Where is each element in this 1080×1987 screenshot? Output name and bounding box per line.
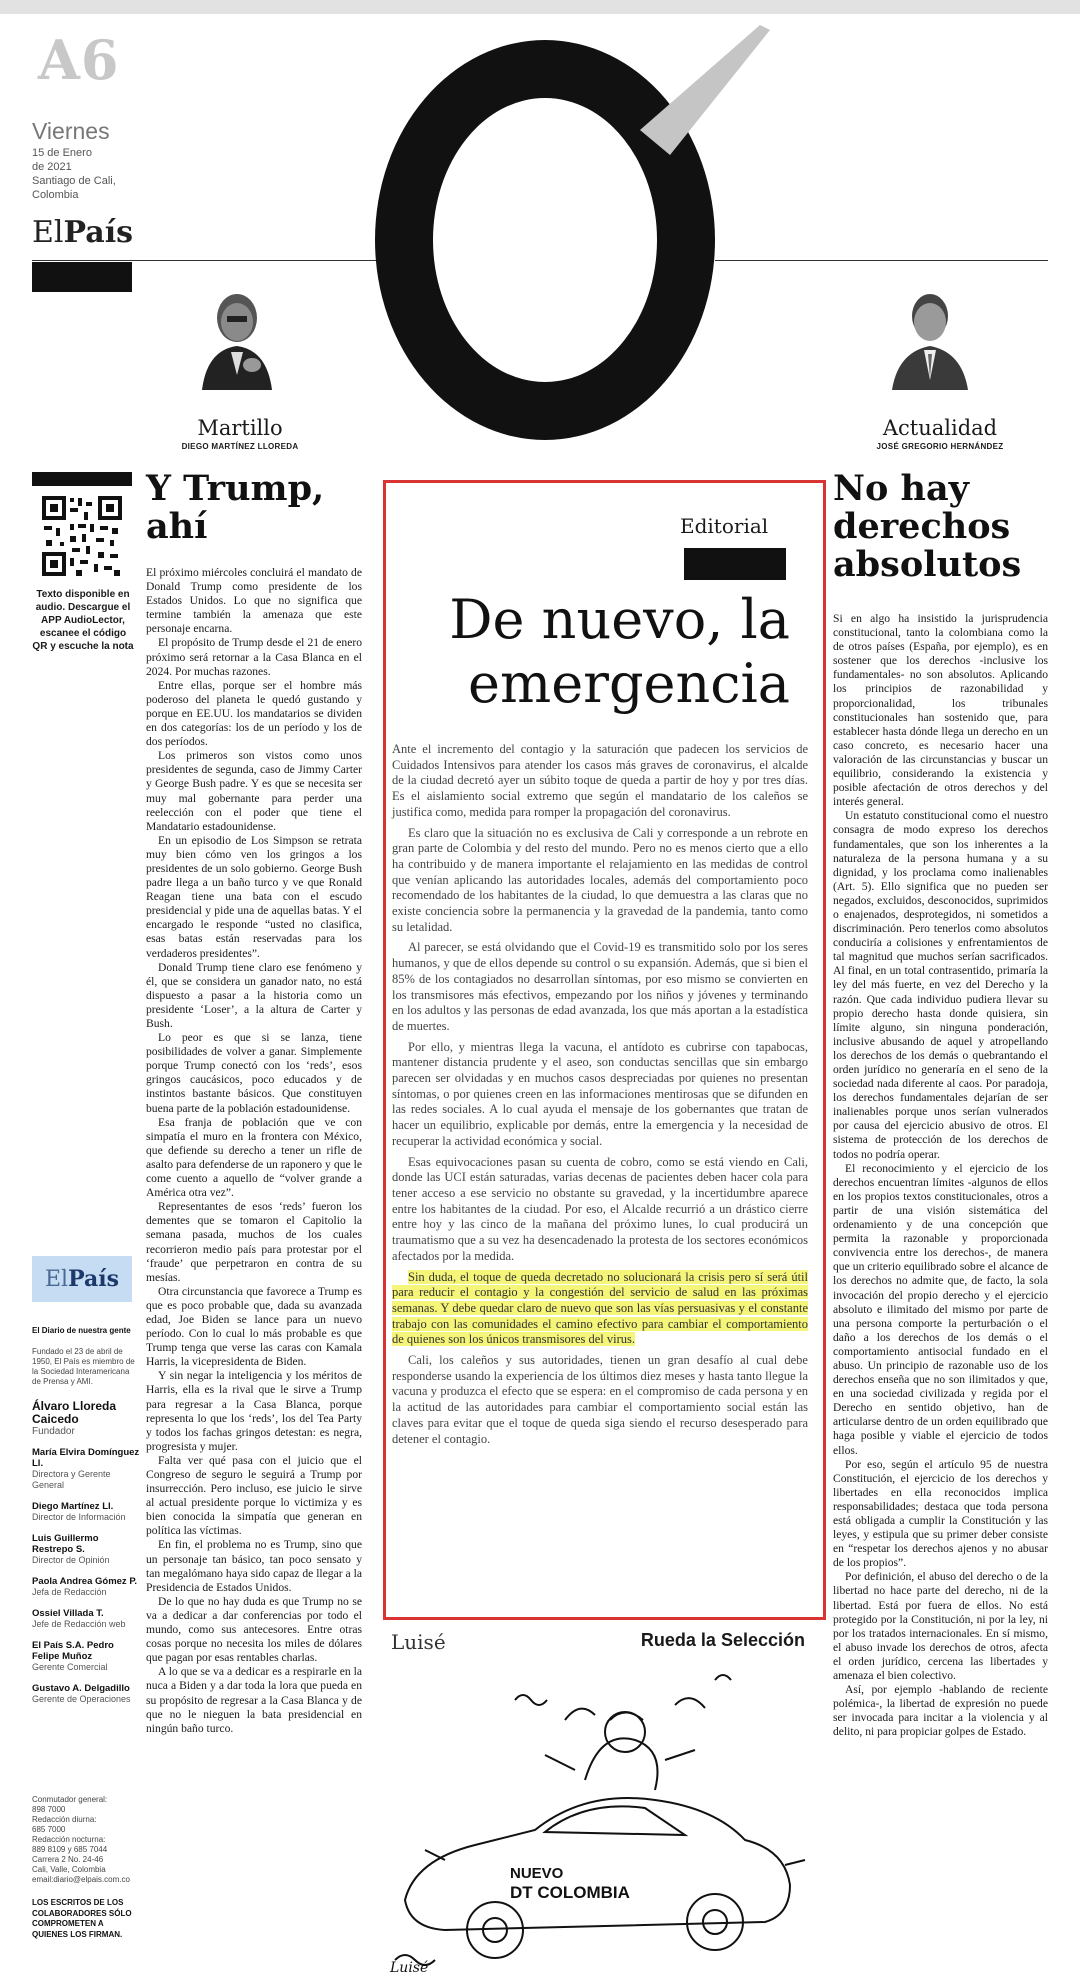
newspaper-logo xyxy=(32,215,133,250)
left-paragraph: El propósito de Trump desde el 21 de enero próximo será retornar a la Casa Blanca en el 2024. Por muchas razones. xyxy=(146,636,362,678)
cartoon-illustration xyxy=(385,1660,815,1975)
contact-line: Conmutador general: xyxy=(32,1795,108,1804)
date-day: Viernes xyxy=(32,118,110,144)
staff-role: Jefa de Redacción xyxy=(32,1587,107,1597)
column-name-left: Martillo xyxy=(197,416,283,440)
contact-line: Cali, Valle, Colombia xyxy=(32,1865,106,1874)
masthead-logo-left: El xyxy=(44,1266,69,1292)
right-paragraph: Si en algo ha insistido la jurisprudencia constitucional, tanto la colombiana como la de otros países (España, por ejemplo), es en sostener que los derechos -inclusive los fundamentales- no son absolutos. Aplicando los principios de razonabilidad y proporcionalidad, los tribunales constitucionales han sostenido que, para establecer hasta dónde llega un derecho en un caso concreto, es necesario hacer una valoración de las circunstancias y buscar un equilibrio, considerando la existencia y posible afectación de otros derechos y del interés general. xyxy=(833,612,1048,809)
right-paragraph: Por eso, según el artículo 95 de nuestra Constitución, el ejercicio de los derechos y libertades en ella reconocidos implica responsabilidades; destaca que toda persona está obligada a cumplir la Constitución y las leyes, y estipula que su primer deber consiste en “respetar los derechos ajenos y no abusar de los propios”. xyxy=(833,1457,1048,1570)
contact-line: Redacción diurna: xyxy=(32,1815,97,1824)
editorial-paragraph: Por ello, y mientras llega la vacuna, el antídoto es cubrirse con tapabocas, mantener distancia prudente y el aseo, son conductas sencillas que sin embargo parecen ser olvidadas y en muchos casos despreciadas por quienes no presentan síntomas, o por quienes creen en las informaciones mentirosas que se difunden en las redes sociales. A lo cual ayuda el mensaje de los gobernantes que tratan de hacer un equilibrio, explicable por demás, entre la emergencia y la necesidad de recuperar la actividad económica y social. xyxy=(392,1039,808,1148)
left-paragraph: De lo que no hay duda es que Trump no se va a dedicar a dar conferencias por todo el mundo, como sus antecesores. Entre otras cosas porque no necesita los miles de dólares que pagan por esas rentables charlas. xyxy=(146,1594,362,1665)
left-paragraph: Entre ellas, porque ser el hombre más poderoso del planeta le quedó gustando y porque en EE.UU. los mandatarios se dividen en dos categorías: los de un período y los de dos períodos. xyxy=(146,678,362,749)
masthead-contact xyxy=(32,1795,142,1885)
date-line: de 2021 xyxy=(32,161,72,173)
editorial-body xyxy=(392,742,808,1452)
founder-name: Álvaro Lloreda Caicedo xyxy=(32,1399,117,1426)
staff-name: Ossiel Villada T. xyxy=(32,1608,104,1619)
masthead-logo xyxy=(32,1256,132,1302)
masthead-logo-right: País xyxy=(68,1266,120,1292)
black-bar xyxy=(32,262,132,292)
staff-name: El País S.A. Pedro Felipe Muñoz xyxy=(32,1640,114,1662)
right-article-body xyxy=(833,612,1048,1740)
staff-name: Paola Andrea Gómez P. xyxy=(32,1576,138,1587)
car-label-bottom: DT COLOMBIA xyxy=(510,1883,630,1902)
staff-role: Gerente de Operaciones xyxy=(32,1694,131,1704)
editorial-paragraph: Ante el incremento del contagio y la saturación que padecen los servicios de Cuidados Intensivos para atender los casos más graves de coronavirus, el alcalde de la ciudad decretó ayer un súbito toque de queda a partir de hoy y por tres días. Es el aislamiento social extremo que según el mandatario de los caleños se justifica como, medida para romper la propagación del coronavirus. xyxy=(392,742,808,819)
left-paragraph: Los primeros son vistos como unos presidentes de segunda, caso de Jimmy Carter y George Bush padre. Y es que se necesita ser muy mal gobernante para perder una reelección con el poder que tiene el Mandatario estadounidense. xyxy=(146,749,362,833)
staff-name: María Elvira Domínguez Ll. xyxy=(32,1447,140,1469)
staff-role: Directora y Gerente General xyxy=(32,1469,111,1490)
qr-caption: Texto disponible en audio. Descargue el APP AudioLector, escanee el código QR y escuche la nota xyxy=(32,589,134,652)
editorial-highlight-paragraph xyxy=(392,1270,808,1349)
masthead-founded: Fundado el 23 de abril de 1950, El País es miembro de la Sociedad Interamericana de Prensa y AMI. xyxy=(32,1347,135,1386)
header-rule-right xyxy=(715,260,1048,261)
masthead-staff xyxy=(32,1400,142,1715)
left-paragraph: Representantes de esos ‘reds’ fueron los dementes que se tomaron el Capitolio la semana pasada, muchos de los cuales recorrieron medio país para protestar por el ‘fraude’ que perpetraron en contra de su mesías. xyxy=(146,1200,362,1284)
staff-role: Jefe de Redacción web xyxy=(32,1619,126,1629)
highlighted-text: Sin duda, el toque de queda decretado no solucionará la crisis pero sí será útil para reducir el contagio y la congestión del servicio de salud en las próximas semanas. Y debe quedar claro de nuevo que son las vías persuasivas y el constante trabajo con las comunidades el camino efectivo para cambiar el comportamiento de quienes son los únicos transmisores del virus. xyxy=(392,1269,808,1347)
left-paragraph: Esa franja de población que ve con simpatía el muro en la frontera con México, que defiende su derecho a tener un rifle de asalto para defenderse de un raponero y que le come cuento a aquello de “volver grande a América otra vez”. xyxy=(146,1115,362,1200)
date-line: Colombia xyxy=(32,189,79,201)
contact-line: 898 7000 xyxy=(32,1805,66,1814)
columnist-photo-left xyxy=(197,280,277,390)
date-details xyxy=(32,146,142,202)
column-author-left: DIEGO MARTÍNEZ LLOREDA xyxy=(181,442,299,451)
qr-code-icon[interactable] xyxy=(40,494,124,578)
columnist-photo-right xyxy=(890,280,970,390)
car-label-top: NUEVO xyxy=(510,1865,564,1882)
left-paragraph: Otra circunstancia que favorece a Trump es que es poco probable que, dada su avanzada edad, Joe Biden se lance para un nuevo período. Con lo cual lo más probable es que Trump tenga que verse las caras con Kamala Harris, la vicepresidenta de Biden. xyxy=(146,1284,362,1369)
editorial-title-line: emergencia xyxy=(468,652,790,715)
logo-right: País xyxy=(63,215,133,250)
left-paragraph: En fin, el problema no es Trump, sino que un personaje tan básico, tan poco sensato y tan megalómano haya sido capaz de llegar a la Presidencia de Estados Unidos. xyxy=(146,1538,362,1594)
left-paragraph: Y sin negar la inteligencia y los méritos de Harris, ella es la rival que le sirve a Trump para regresar a la Casa Blanca, porque representa lo que los ‘reds’, los del Tea Party y todos los fachas gringos detestan: es negra, progresista y mujer. xyxy=(146,1369,362,1453)
accent-mark-icon xyxy=(620,20,770,170)
date-line: Santiago de Cali, xyxy=(32,175,116,187)
editorial-title-line: De nuevo, la xyxy=(449,588,790,651)
cartoon-signature: Luisé xyxy=(390,1960,429,1975)
masthead-disclaimer: LOS ESCRITOS DE LOS COLABORADORES SÓLO COMPROMETEN A QUIENES LOS FIRMAN. xyxy=(32,1898,132,1939)
left-title-line: Y Trump, xyxy=(146,468,325,509)
left-article-title xyxy=(146,470,346,546)
left-paragraph: Donald Trump tiene claro ese fenómeno y él, que se considera un ganador nato, no está dispuesto a pasar a la historia como un presidente ‘Loser’, a la altura de Carter y Bush. xyxy=(146,960,362,1030)
staff-role: Gerente Comercial xyxy=(32,1662,108,1672)
cartoon-author: Luisé xyxy=(391,1630,446,1654)
editorial-black-bar xyxy=(684,548,786,580)
editorial-closing-paragraph: Cali, los caleños y sus autoridades, tienen un gran desafío al cual debe responderse usando la experiencia de los últimos diez meses y hasta tanto llegue la vacuna y produzca el efecto que se espera: en el compromiso de cada persona y en la actitud de las autoridades para cambiar el comportamiento social están las claves para evitar que el toque de queda siga siendo el recurso desesperado para detener el contagio. xyxy=(392,1353,808,1446)
right-paragraph: Un estatuto constitucional como el nuestro consagra de modo expreso los derechos fundamentales, que son los inherentes a la naturaleza de la persona humana y a su dignidad, y los proclama como inalienables (Art. 5). Ello significa que no pueden ser negados, excluidos, desconocidos, suprimidos o enajenados, desprotegidos, ni sometidos a discriminación. Pero tenerlos como absolutos conduciría a colisiones y enfrentamientos de tal magnitud que muchos serían sacrificados. Al final, en un total contrasentido, primaría la ley del más fuerte, en vez del Derecho y la razón. Que cada individuo pudiera llevar su propio derecho hasta donde quisiera, sin límite alguno, sin ninguna ponderación, inclusive abusando de aquel y atropellando los derechos de los demás o quebrantando el orden jurídico no generaría en el seno de la sociedad nada diferente al caos. Por paradoja, los derechos fundamentales dejarían de ser inalienables porque unos serían vulnerados por causa del ejercicio abusivo de otros. El sistema de protección de los derechos de todos no podría operar. xyxy=(833,809,1048,1161)
top-bar xyxy=(0,0,1080,14)
staff-name: Luis Guillermo Restrepo S. xyxy=(32,1533,99,1555)
editorial-title xyxy=(398,588,790,716)
left-paragraph: En un episodio de Los Simpson se retrata muy bien cómo ven los gringos a los presidentes de un solo gobierno. George Bush padre llega a un baño turco y ve que Ronald Reagan tiene una bata con el escudo presidencial y pide una de aquellas batas. Y el encargado le responde “usted no clasifica, esas batas están reservadas para los verdaderos presidentes”. xyxy=(146,833,362,960)
masthead-tagline: El Diario de nuestra gente xyxy=(32,1326,131,1335)
left-paragraph: El próximo miércoles concluirá el mandato de Donald Trump como presidente de los Estados Unidos. Lo que no significa que termine también la amenaza que este personaje encarna. xyxy=(146,566,362,636)
left-title-line: ahí xyxy=(146,506,208,547)
contact-line: Carrera 2 No. 24-46 xyxy=(32,1855,104,1864)
right-paragraph: Por definición, el abuso del derecho o de la libertad no hace parte del derecho, ni de la libertad. Está por fuera de ellos. No está protegido por la Constitución, ni por la ley, ni por los tratados internacionales. En sí mismo, el abuso invade los derechos de otros, afecta el orden jurídico, cercena las libertades y amenaza el bien colectivo. xyxy=(833,1570,1048,1683)
staff-role: Director de Opinión xyxy=(32,1555,110,1565)
page-number: A6 xyxy=(38,28,120,92)
column-author-right: JOSÉ GREGORIO HERNÁNDEZ xyxy=(876,442,1004,451)
founder-role: Fundador xyxy=(32,1426,75,1437)
right-title-line: absolutos xyxy=(833,544,1022,585)
editorial-label: Editorial xyxy=(680,514,769,538)
left-article-body xyxy=(146,566,362,1736)
contact-line: 685 7000 xyxy=(32,1825,66,1834)
contact-line: email:diario@elpais.com.co xyxy=(32,1875,130,1884)
editorial-paragraph: Esas equivocaciones pasan su cuenta de cobro, como se está viendo en Cali, donde las UCI están saturadas, varias decenas de pacientes deben hacer cola para tener acceso a ese servicio no obstante su gravedad, y la incertidumbre aparece entre los habitantes de la ciudad. Por eso, el Alcalde recurrió a un drástico cierre entre hoy y las cinco de la mañana del próximo lunes, lo cual producirá un traumatismo que a su vez ha desencadenado la protesta de los sectores económicos afectados por la medida. xyxy=(392,1154,808,1263)
right-paragraph: Así, por ejemplo -hablando de reciente polémica-, la libertad de expresión no puede ser invocada para incitar a la violencia y al delito, ni para propiciar golpes de Estado. xyxy=(833,1683,1048,1739)
editorial-paragraph: Al parecer, se está olvidando que el Covid-19 es transmitido solo por los seres humanos, y que de ellos depende su control o su expansión. Además, que si bien el 85% de los contagiados no desarrollan síntomas, por eso mismo se convierten en los transmisores más efectivos, empezando por los niños y jóvenes y terminando en los adultos y las personas de edad avanzada, los que más aportan a la estadística de muertes. xyxy=(392,940,808,1033)
date-line: 15 de Enero xyxy=(32,147,92,159)
contact-line: 889 8109 y 685 7044 xyxy=(32,1845,108,1854)
staff-name: Gustavo A. Delgadillo xyxy=(32,1683,130,1694)
right-article-title xyxy=(833,470,1048,584)
qr-top-bar xyxy=(32,472,132,486)
contact-line: Redacción nocturna: xyxy=(32,1835,106,1844)
editorial-paragraph: Es claro que la situación no es exclusiva de Cali y corresponde a un rebrote en gran parte de Colombia y del resto del mundo. Pero no es menos cierto que a ello ha contribuido y de manera importante el relajamiento en las medidas de control que venían aplicando las autoridades locales, además del comportamiento poco recomendado de los habitantes de la ciudad, lo que demuestra a las claras que no existe conciencia sobre la permanencia y la gravedad de la pandemia, tanto como su letalidad. xyxy=(392,825,808,934)
staff-role: Director de Información xyxy=(32,1512,126,1522)
right-paragraph: El reconocimiento y el ejercicio de los derechos encuentran límites -algunos de ellos en los propios textos constitucionales, otros a partir de una visión sistemática del ordenamiento y de una concepción que permita la razonable y proporcionada convivencia entre los derechos-, de manera que un criterio equilibrado sobre el alcance de los derechos no admite que, de facto, la sola invocación del propio derecho y el ejercicio absoluto e ilimitado del mismo por parte de una persona comporte la perturbación o el daño a los derechos de los demás o el comportamiento antisocial fundado en el abuso. Un principio de razonable uso de los derechos enseña que no son ilimitados y que, en una sociedad civilizada y regida por el Derecho en sentido objetivo, han de articularse dentro de un orden equilibrado que haga posible y viable el ejercicio de todos ellos. xyxy=(833,1161,1048,1457)
staff-name: Diego Martínez Ll. xyxy=(32,1501,114,1512)
left-paragraph: Falta ver qué pasa con el juicio que el Congreso de seguro le seguirá a Trump por insurrección. Pero incluso, ese juicio le sirve al actual presidente porque lo victimiza y es bien conocida la simpatía que generan en política las víctimas. xyxy=(146,1453,362,1538)
left-paragraph: Lo peor es que si se lanza, tiene posibilidades de volver a ganar. Simplemente porque Trump conectó con los ‘reds’, esos gringos caucásicos, poco educados y de instintos bastante básicos. Que constituyen buena parte de la población estadounidense. xyxy=(146,1031,362,1115)
right-title-line: derechos xyxy=(833,506,1011,547)
header-rule-left xyxy=(32,260,377,261)
column-name-right: Actualidad xyxy=(882,416,998,440)
right-title-line: No hay xyxy=(833,468,969,509)
left-paragraph: A lo que se va a dedicar es a respirarle en la nuca a Biden y a dar toda la lora que pueda en su propósito de regresar a la Casa Blanca y de que no le nieguen la bata presidencial en ningún baño turco. xyxy=(146,1665,362,1735)
logo-left: El xyxy=(32,215,64,250)
cartoon-title: Rueda la Selección xyxy=(640,1630,805,1650)
